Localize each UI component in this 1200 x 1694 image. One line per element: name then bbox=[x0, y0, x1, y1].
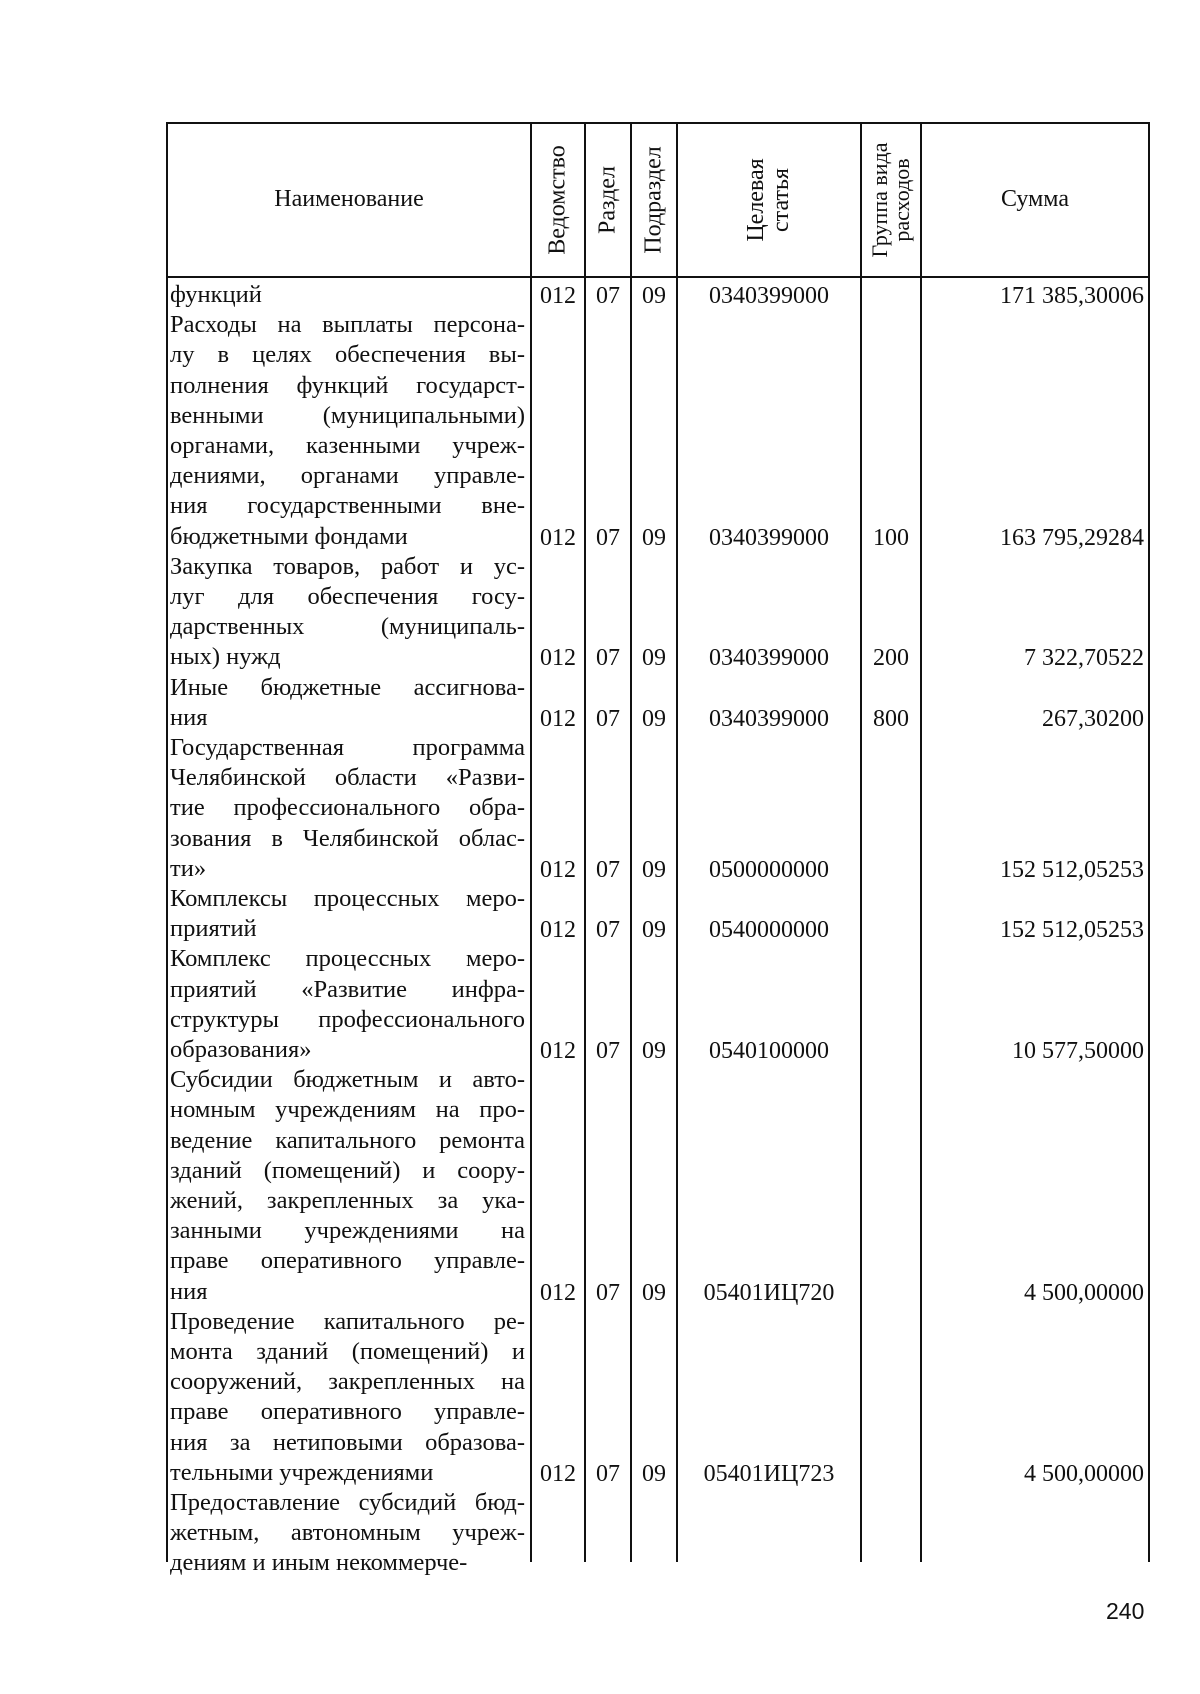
row-name-line: ния bbox=[170, 703, 208, 731]
row-name bbox=[170, 1307, 525, 1488]
header-expense-line1: Группа вида bbox=[867, 142, 892, 258]
row-target: 0340399000 bbox=[709, 283, 829, 309]
header-target-line1: Целевая bbox=[742, 158, 769, 242]
row-name bbox=[170, 673, 525, 733]
row-dept: 012 bbox=[540, 856, 576, 883]
row-sec: 07 bbox=[596, 645, 620, 672]
row-target: 0340399000 bbox=[709, 705, 829, 732]
row-sec: 07 bbox=[596, 705, 620, 732]
row-sub: 09 bbox=[642, 645, 666, 672]
row-sub: 09 bbox=[642, 856, 666, 883]
row-name-line: жений, закрепленных за ука- bbox=[170, 1186, 525, 1214]
row-name-line: образования» bbox=[170, 1035, 312, 1063]
row-target: 05401ИЦ720 bbox=[703, 1279, 835, 1306]
row-name-line: ведение капитального ремонта bbox=[170, 1126, 525, 1154]
col-divider-target bbox=[676, 122, 678, 1562]
row-name bbox=[170, 1488, 525, 1579]
row-name bbox=[170, 733, 525, 884]
row-name-line: тельными учреждениями bbox=[170, 1458, 434, 1486]
row-sec: 07 bbox=[596, 1279, 620, 1306]
row-sec: 07 bbox=[596, 917, 620, 944]
header-department-text: Ведомство bbox=[544, 145, 571, 255]
header-department bbox=[532, 124, 584, 276]
row-name bbox=[170, 310, 525, 552]
row-name bbox=[170, 884, 525, 944]
row-name-line: Государственная программа bbox=[170, 734, 525, 761]
row-dept: 012 bbox=[540, 283, 576, 309]
row-name-line: ния за нетиповыми образова- bbox=[170, 1428, 525, 1456]
row-name bbox=[170, 1065, 525, 1307]
row-sum: 10 577,50000 bbox=[1012, 1038, 1144, 1064]
row-sub: 09 bbox=[642, 1279, 666, 1306]
row-sum: 171 385,30006 bbox=[1000, 283, 1144, 309]
header-subsection-text: Подраздел bbox=[640, 146, 667, 254]
row-name-line: монта зданий (помещений) и bbox=[170, 1337, 525, 1365]
row-sec: 07 bbox=[596, 856, 620, 883]
row-sec: 07 bbox=[596, 524, 620, 551]
row-expense: 100 bbox=[873, 524, 909, 551]
row-name-line: дениями, органами управле- bbox=[170, 462, 525, 490]
row-expense: 800 bbox=[873, 705, 909, 732]
row-sum: 7 322,70522 bbox=[1024, 645, 1144, 672]
row-name-line: Проведение капитального ре- bbox=[170, 1307, 525, 1335]
row-dept: 012 bbox=[540, 705, 576, 732]
header-target-text bbox=[744, 158, 794, 241]
row-name-line: приятий «Развитие инфра- bbox=[170, 975, 525, 1003]
row-name-line: зданий (помещений) и соору- bbox=[170, 1156, 525, 1184]
header-expense-line2: расходов bbox=[889, 158, 914, 242]
row-sum: 163 795,29284 bbox=[1000, 524, 1144, 551]
header-subsection bbox=[632, 124, 676, 276]
row-dept: 012 bbox=[540, 917, 576, 944]
row-dept: 012 bbox=[540, 1279, 576, 1306]
col-divider-sum bbox=[920, 122, 922, 1562]
row-dept: 012 bbox=[540, 524, 576, 551]
row-target: 0340399000 bbox=[709, 645, 829, 672]
row-sub: 09 bbox=[642, 917, 666, 944]
row-name-line: полнения функций государст- bbox=[170, 371, 525, 399]
row-name-line: дениям и иным некоммерче- bbox=[170, 1549, 468, 1577]
row-name-line: функций bbox=[170, 281, 262, 308]
row-dept: 012 bbox=[540, 645, 576, 672]
row-name bbox=[170, 944, 525, 1065]
row-name-line: органами, казенными учреж- bbox=[170, 431, 525, 459]
header-target-line2: статья bbox=[768, 168, 794, 232]
row-name-line: Комплексы процессных меро- bbox=[170, 885, 525, 912]
row-sub: 09 bbox=[642, 1038, 666, 1064]
col-divider-expense bbox=[860, 122, 862, 1562]
header-expense-group bbox=[862, 124, 920, 276]
row-name-line: Расходы на выплаты персона- bbox=[170, 311, 525, 339]
page-number: 240 bbox=[1106, 1598, 1145, 1624]
row-sum: 267,30200 bbox=[1042, 705, 1144, 732]
row-name-line: сооружений, закрепленных на bbox=[170, 1368, 525, 1396]
row-name-line: Иные бюджетные ассигнова- bbox=[170, 673, 525, 701]
row-name-line: зования в Челябинской облас- bbox=[170, 824, 525, 852]
row-sub: 09 bbox=[642, 1460, 666, 1487]
row-name-line: тие профессионального обра- bbox=[170, 794, 525, 822]
col-divider-sec bbox=[584, 122, 586, 1562]
row-target: 0540000000 bbox=[709, 917, 829, 944]
row-name-line: ных) нужд bbox=[170, 643, 281, 671]
row-name-line: Челябинской области «Разви- bbox=[170, 764, 525, 792]
row-dept: 012 bbox=[540, 1460, 576, 1487]
header-name-text: Наименование bbox=[274, 186, 424, 213]
row-target: 0540100000 bbox=[709, 1038, 829, 1064]
row-sec: 07 bbox=[596, 1460, 620, 1487]
header-section bbox=[586, 124, 630, 276]
header-sum bbox=[922, 124, 1148, 276]
row-target: 05401ИЦ723 bbox=[703, 1460, 835, 1487]
table-right-border bbox=[1148, 122, 1150, 1562]
row-sub: 09 bbox=[642, 524, 666, 551]
row-name bbox=[170, 280, 525, 310]
row-name-line: ти» bbox=[170, 854, 207, 882]
header-target bbox=[678, 124, 860, 276]
row-sec: 07 bbox=[596, 283, 620, 309]
row-name-line: структуры профессионального bbox=[170, 1005, 525, 1033]
col-divider-dept bbox=[530, 122, 532, 1562]
header-expense-text bbox=[869, 143, 913, 258]
row-name-line: дарственных (муниципаль- bbox=[170, 613, 525, 641]
row-name-line: Субсидии бюджетным и авто- bbox=[170, 1066, 525, 1094]
row-name-line: праве оперативного управле- bbox=[170, 1247, 525, 1275]
row-name-line: жетным, автономным учреж- bbox=[170, 1519, 525, 1547]
header-sum-text: Сумма bbox=[1001, 186, 1069, 213]
row-name-line: ния государственными вне- bbox=[170, 492, 525, 520]
row-name-line: приятий bbox=[170, 915, 257, 943]
header-name bbox=[168, 124, 530, 276]
row-name-line: лу в целях обеспечения вы- bbox=[170, 341, 525, 369]
row-sub: 09 bbox=[642, 283, 666, 309]
row-sum: 152 512,05253 bbox=[1000, 917, 1144, 944]
row-name-line: праве оперативного управле- bbox=[170, 1398, 525, 1426]
row-sum: 4 500,00000 bbox=[1024, 1460, 1144, 1487]
row-sum: 4 500,00000 bbox=[1024, 1279, 1144, 1306]
row-name-line: номным учреждениям на про- bbox=[170, 1096, 525, 1124]
header-bottom-border bbox=[166, 276, 1150, 278]
row-name-line: занными учреждениями на bbox=[170, 1217, 525, 1245]
row-sum: 152 512,05253 bbox=[1000, 856, 1144, 883]
row-name-line: Предоставление субсидий бюд- bbox=[170, 1489, 525, 1516]
row-name bbox=[170, 552, 525, 673]
header-section-text: Раздел bbox=[594, 166, 621, 234]
row-target: 0500000000 bbox=[709, 856, 829, 883]
row-name-line: Комплекс процессных меро- bbox=[170, 945, 525, 973]
table-left-border bbox=[166, 122, 168, 1562]
row-sub: 09 bbox=[642, 705, 666, 732]
row-name-line: Закупка товаров, работ и ус- bbox=[170, 552, 525, 580]
row-name-line: ния bbox=[170, 1277, 208, 1305]
row-target: 0340399000 bbox=[709, 524, 829, 551]
row-name-line: бюджетными фондами bbox=[170, 522, 408, 550]
row-name-line: венными (муниципальными) bbox=[170, 401, 525, 429]
row-sec: 07 bbox=[596, 1038, 620, 1064]
row-name-line: луг для обеспечения госу- bbox=[170, 582, 525, 610]
row-expense: 200 bbox=[873, 645, 909, 672]
col-divider-sub bbox=[630, 122, 632, 1562]
row-dept: 012 bbox=[540, 1038, 576, 1064]
